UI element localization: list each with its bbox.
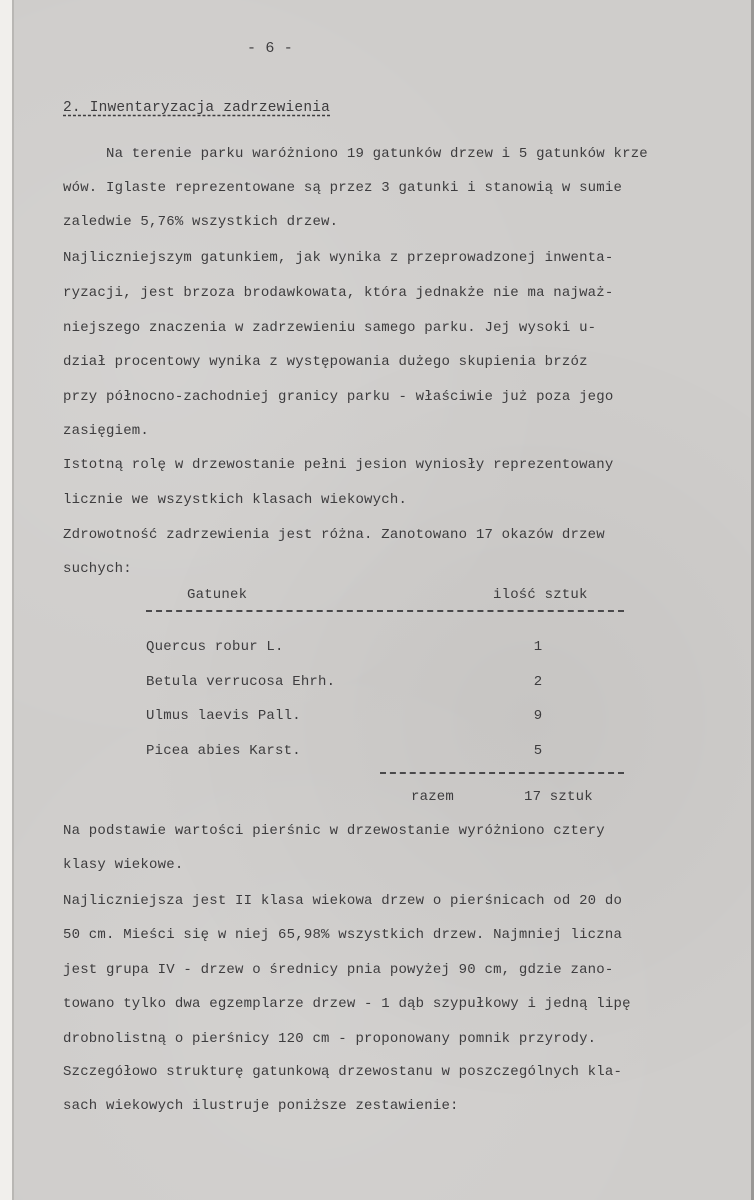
text-line: ryzacji, jest brzoza brodawkowata, która jednakże nie ma najważ- [63,285,614,301]
page-number: - 6 - [247,40,294,57]
total-label: razem [411,789,455,805]
section-heading [63,100,330,116]
species-cell: Betula verrucosa Ehrh. [146,674,336,690]
total-value: 17 sztuk [524,789,593,805]
count-cell: 5 [533,743,543,759]
text-line: wów. Iglaste reprezentowane są przez 3 gatunki i stanowią w sumie [63,180,623,196]
table-total-rule [380,772,624,774]
text-line: towano tylko dwa egzemplarze drzew - 1 dąb szypułkowy i jedną lipę [63,996,631,1012]
text-line: Najliczniejszym gatunkiem, jak wynika z przeprowadzonej inwenta- [63,250,614,266]
text-line: sach wiekowych ilustruje poniższe zestawienie: [63,1098,459,1114]
section-heading-text: 2. Inwentaryzacja zadrzewienia [63,100,331,116]
document-page [14,0,751,1200]
scan-margin [0,0,12,1200]
species-cell: Ulmus laevis Pall. [146,708,301,724]
text-line: Najliczniejsza jest II klasa wiekowa drzew o pierśnicach od 20 do [63,893,623,909]
text-line: Szczegółowo strukturę gatunkową drzewostanu w poszczególnych kla- [63,1064,623,1080]
text-line: drobnolistną o pierśnicy 120 cm - proponowany pomnik przyrody. [63,1031,597,1047]
table-header-species: Gatunek [187,587,248,603]
text-line: licznie we wszystkich klasach wiekowych. [63,492,408,508]
table-header-rule [146,610,624,612]
text-line: dział procentowy wynika z występowania dużego skupienia brzóz [63,354,588,370]
text-line: zaledwie 5,76% wszystkich drzew. [63,214,339,230]
count-cell: 9 [533,708,543,724]
text-line: 50 cm. Mieści się w niej 65,98% wszystkich drzew. Najmniej liczna [63,927,623,943]
text-line: Istotną rolę w drzewostanie pełni jesion wyniosły reprezentowany [63,457,614,473]
species-cell: Quercus robur L. [146,639,284,655]
text-line: Na podstawie wartości pierśnic w drzewostanie wyróżniono cztery [63,823,605,839]
text-line: przy północno-zachodniej granicy parku - właściwie już poza jego [63,389,614,405]
text-line: zasięgiem. [63,423,150,439]
text-line: Zdrowotność zadrzewienia jest różna. Zanotowano 17 okazów drzew [63,527,605,543]
table-header-count: ilość sztuk [493,587,588,603]
text-line: suchych: [63,561,132,577]
text-line: jest grupa IV - drzew o średnicy pnia powyżej 90 cm, gdzie zano- [63,962,614,978]
text-line: niejszego znaczenia w zadrzewieniu samego parku. Jej wysoki u- [63,320,597,336]
count-cell: 2 [533,674,543,690]
text-line: klasy wiekowe. [63,857,184,873]
text-line: Na terenie parku waróżniono 19 gatunków drzew i 5 gatunków krze [63,146,648,162]
count-cell: 1 [533,639,543,655]
species-cell: Picea abies Karst. [146,743,301,759]
